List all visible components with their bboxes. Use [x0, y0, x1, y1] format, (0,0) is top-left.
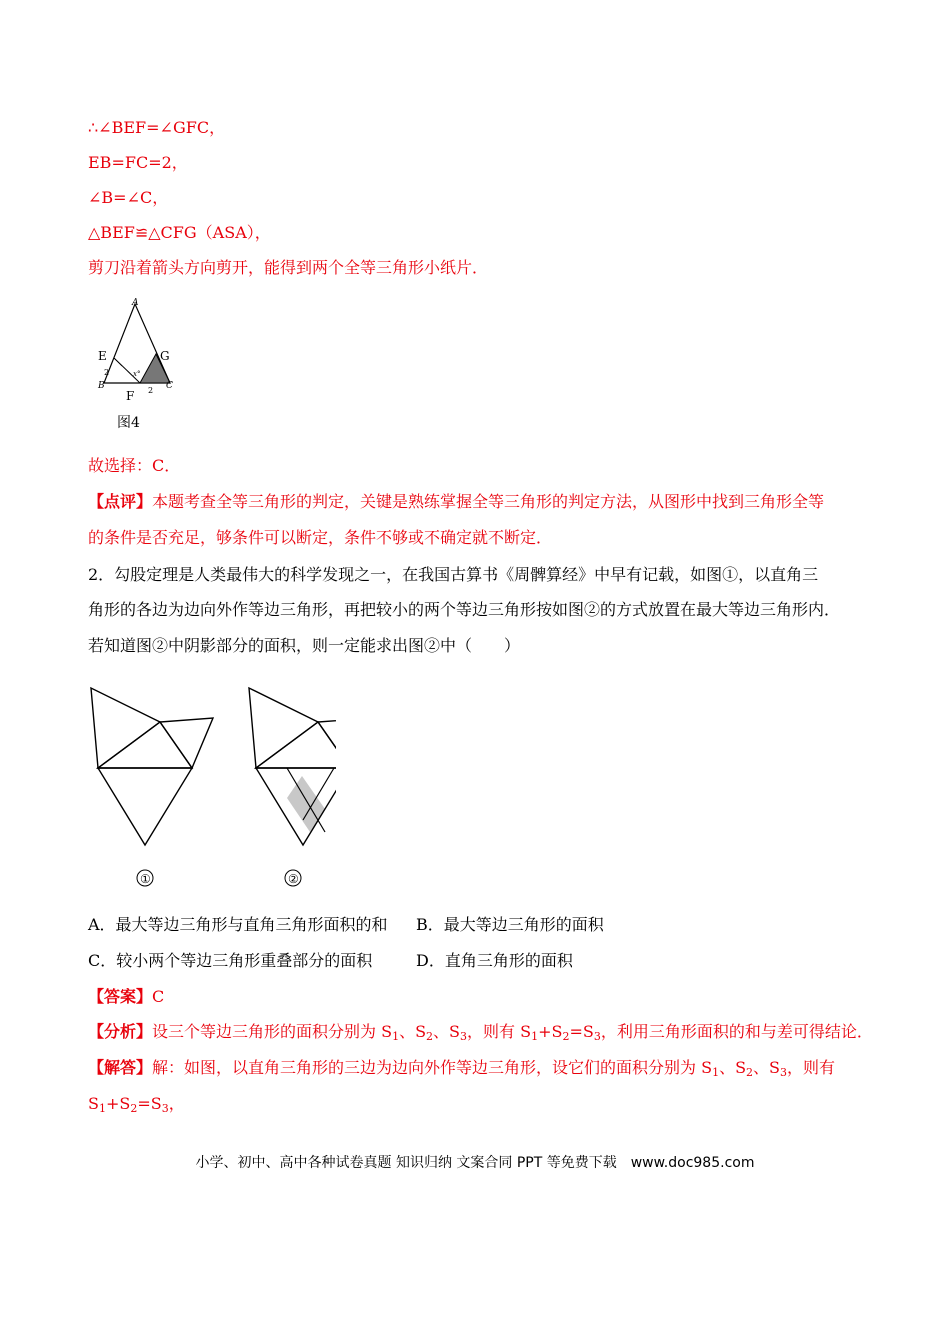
solution-text-d: ，则有 [787, 1058, 836, 1077]
solution-l2-sub-1: 1 [98, 1102, 106, 1115]
analysis-sub-1: 1 [392, 1030, 400, 1043]
figure-1-label: ① [140, 872, 151, 886]
solution-line-4: △BEF≌△CFG（ASA）， [88, 223, 271, 242]
option-c: C．较小两个等边三角形重叠部分的面积 [88, 951, 373, 970]
solution-sub-3: 3 [780, 1066, 788, 1079]
label-2-left: 2 [104, 368, 110, 377]
analysis-tag: 【分析】 [88, 1022, 153, 1041]
label-x: x° [133, 370, 141, 378]
analysis-sub-2: 2 [426, 1030, 434, 1043]
option-b: B．最大等边三角形的面积 [416, 915, 604, 934]
analysis-sub-6: 3 [593, 1030, 601, 1043]
label-A: A [132, 298, 139, 308]
option-d: D．直角三角形的面积 [416, 951, 573, 970]
solution-l2-sub-3: 3 [161, 1102, 169, 1115]
analysis-text-c: 、S [433, 1022, 461, 1041]
comment-line-2: 的条件是否充足，够条件可以断定，条件不够或不确定就不断定． [88, 528, 553, 547]
label-2-bottom: 2 [148, 386, 154, 395]
figure-4-caption: 图4 [117, 415, 140, 431]
solution-l2-a: S [88, 1094, 99, 1113]
label-E: E [98, 349, 107, 363]
solution-line-b [88, 1094, 185, 1119]
comment-tag: 【点评】 [88, 492, 153, 511]
analysis-sub-5: 2 [562, 1030, 570, 1043]
figure-2 [249, 688, 336, 845]
choice-result: 故选择：C． [88, 456, 181, 475]
solution-sub-2: 2 [746, 1066, 754, 1079]
answer-value: C [152, 987, 165, 1006]
solution-line-5: 剪刀沿着箭头方向剪开，能得到两个全等三角形小纸片． [88, 258, 489, 277]
option-a: A．最大等边三角形与直角三角形面积的和 [88, 915, 388, 934]
figure-4-triangle [92, 296, 182, 406]
label-G: G [160, 349, 170, 363]
solution-line-1: ∴∠BEF=∠GFC， [88, 118, 226, 137]
question-line-1: 2．勾股定理是人类最伟大的科学发现之一，在我国古算书《周髀算经》中早有记载，如图①，以直角三 [88, 565, 819, 584]
figure-2-label: ② [288, 872, 299, 886]
analysis-text-d: ，则有 S [467, 1022, 532, 1041]
solution-tag: 【解答】 [88, 1058, 153, 1077]
solution-l2-b: +S [105, 1094, 131, 1113]
answer-tag: 【答案】 [88, 987, 153, 1006]
label-B: B [98, 381, 105, 391]
comment-text-1: 本题考查全等三角形的判定，关键是熟练掌握全等三角形的判定方法，从图形中找到三角形全等 [152, 492, 825, 511]
comment-line-1 [88, 492, 824, 512]
solution-l2-d: ， [168, 1094, 185, 1113]
solution-text-a: 解：如图，以直角三角形的三边为边向外作等边三角形，设它们的面积分别为 S [152, 1058, 713, 1077]
analysis-text-f: =S [569, 1022, 594, 1041]
analysis-text-a: 设三个等边三角形的面积分别为 S [152, 1022, 393, 1041]
analysis-sub-4: 1 [531, 1030, 539, 1043]
label-F: F [126, 389, 135, 403]
question-line-2: 角形的各边为边向外作等边三角形，再把较小的两个等边三角形按如图②的方式放置在最大等边三角形内． [88, 600, 841, 619]
solution-text-c: 、S [753, 1058, 781, 1077]
solution-l2-c: =S [137, 1094, 162, 1113]
solution-line-a [88, 1058, 835, 1083]
question-figures [86, 680, 336, 895]
figure-1 [91, 688, 213, 845]
analysis-sub-3: 3 [460, 1030, 468, 1043]
solution-text-b: 、S [719, 1058, 747, 1077]
answer-line [88, 987, 164, 1007]
question-line-3: 若知道图②中阴影部分的面积，则一定能求出图②中（ ） [88, 636, 521, 655]
solution-line-3: ∠B=∠C， [88, 188, 169, 207]
analysis-line [88, 1022, 873, 1047]
analysis-text-g: ，利用三角形面积的和与差可得结论． [600, 1022, 873, 1041]
solution-l2-sub-2: 2 [130, 1102, 138, 1115]
solution-sub-1: 1 [712, 1066, 720, 1079]
analysis-text-b: 、S [399, 1022, 427, 1041]
solution-line-2: EB=FC=2， [88, 153, 188, 172]
page-footer[interactable]: 小学、初中、高中各种试卷真题 知识归纳 文案合同 PPT 等免费下载 www.doc985.com [195, 1155, 755, 1171]
figure-2-shaded-region [287, 776, 325, 832]
analysis-text-e: +S [538, 1022, 563, 1041]
label-C: C [166, 381, 173, 391]
